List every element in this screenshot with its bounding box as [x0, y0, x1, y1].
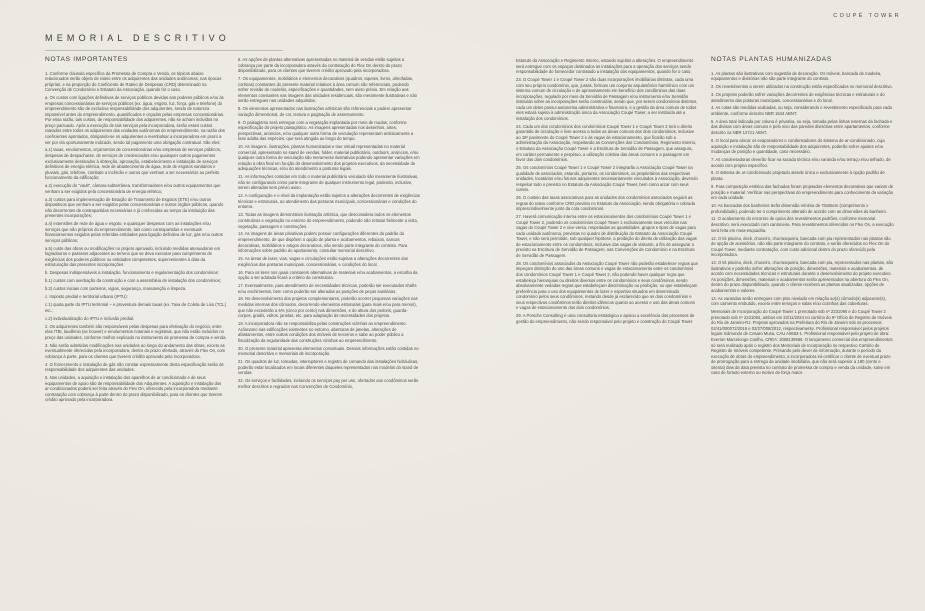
note-paragraph: 13. O kit piscina, deck, chuveiro, churrasqueira, bancada com pia, representados nas plantas, são ilustrativos e poderão sofrer alterações de posição, dimensões, materiais e acabamentos, de acordo com necessidades técnicas e estruturais durante o desenvolvimento do projeto executivo. As posições, dimensões, materiais e acabamentos serão apresentados na abertura do Flex On, dentro do prazo disponibilizado, quando o cliente receberá as plantas atualizadas, opções de acabamentos e valores. — [711, 260, 894, 293]
note-paragraph: 1. As plantas são ilustrativas com sugestão de decoração. Os móveis, bancada de madeira, equipamentos e divisórias não são parte integrante do contrato. — [711, 70, 882, 82]
note-paragraph: 8. Os elementos apresentados nas ilustrações artísticas são referenciais e podem apresentar variação dimensional, de cor, textura e paginação de assentamento. — [238, 106, 412, 117]
note-paragraph: 5. A área total indicada por coluna é privativa, ou seja, tomada pelas linhas externas da fachada e das divisas com áreas comuns e pelo eixo das paredes divisórias entre apartamentos, conforme descrito na NBR 12721 ABNT. — [711, 118, 893, 136]
note-paragraph: 8. O sistema de ar-condicionado projetado atende única e exclusivamente à opção padrão de planta. — [711, 170, 885, 182]
column-2-text — [238, 57, 420, 389]
note-paragraph: 14. As imagens de áreas privativas podem possuir configurações diferentes do padrão do empreendimento, de que dispõem o opção de planta e acabamentos, rebaixos, sancas decorativas, mobiliários e artigos decorativos, não sendo parte integrante do contrato. Para informações sobre padrão do apartamento, consultar memorial descritivo. — [238, 231, 408, 254]
note-paragraph: 7. Os equipamentos, mobiliários e elementos decorativos (quadros, tapetes, livros, almofadas, cortinas) constantes do presente material relativos à área comum são referenciais, podendo sofrer revisão de modelos, especificações e quantidades, sem aviso prévio. Em relação aos elementos constantes nas imagens das unidades residenciais, são meramente ilustrativas e não serão entregues nas unidades adquiridas. — [238, 76, 417, 104]
note-paragraph: 12. O kit piscina, deck, chuveiro, churrasqueira, bancada com pia representados nas plantas são de opção de acessórios, não são parte integrante do contrato, e serão oferecidos no Flex On do Coupé Tower, mediante contratação, com custo adicional dentro do prazo oferecido pela incorporadora. — [711, 235, 891, 258]
note-paragraph: c.1) quota parte do IPTU territorial – e proventura demais taxas (ex. Taxa de Coleta de Lixo (TCL) etc.; — [45, 302, 227, 313]
note-paragraph: 21. Os quadros de luz, tomadas, interruptores e registro de comando das instalações hidráulicas, poderão estar localizados em locais diferentes daqueles representados nos modelos do stand de vendas. — [238, 359, 419, 376]
note-paragraph: 6. As opções de plantas alternativas apresentadas no material de vendas estão sujeitas a cobrança por parte da incorporadora através da contratação do Flex On dentro do prazo disponibilizado, para os clientes que tiverem crédito aprovado pela incorporadora. — [238, 57, 405, 74]
note-paragraph: 5. Nas unidades, a aquisição e instalação dos aparelhos de ar condicionado e de seus equipamentos de apoio são de responsabilidade dos Adquirentes. A aquisição e instalação dos ar-condicionados poderá ser feita através do Flex On, oferecido pela incorporadora mediante contratação com cobrança à parte dentro do prazo disponibilizado, para os clientes que tiverem crédito aprovado pela incorporadora. — [45, 375, 223, 403]
note-paragraph: b.2) custos iniciais com porteiros, vigias, segurança, manutenção e limpeza. — [45, 286, 187, 292]
note-paragraph: c. Imposto predial e territorial urbano (IPTU): — [45, 294, 128, 300]
page-title: MEMORIAL DESCRITIVO — [45, 33, 230, 43]
note-paragraph: 6. O local para alocar os evaporadores e condensadores do sistema de ar-condicionado, cuja aquisição e instalação são de responsabilidade dos adquirentes, poderão sofrer ajustes e/ou mudanças de posição e quantidade, caso necessário. — [711, 137, 885, 155]
note-paragraph: 10. As imagens, ilustrações, plantas humanizadas e tour virtual representadas no material comercial, apresentado no stand de vendas, folder, material publicitário, outdoors, anúncios, e/ou qualquer outra forma de veiculação são meramente ilustrativas podendo apresentar variações em relação à obra final em função do desenvolvimento dos projetos executivos, da necessidade de adequações técnicas, e/ou do atendimento a posturas legais. — [238, 144, 420, 172]
note-paragraph: 9. Para composição estética das fachadas foram projetados elementos decorativos que variam de posição e material. Verificar nas perspectivas do empreendimento para conhecimento da variação em cada unidade. — [711, 183, 894, 201]
note-paragraph: 22. Os serviços e facilidades, incluindo os serviços pay per use, ofertados aos condôminos serão melhor descritos e regrados nas Convenções de Condomínio, — [238, 378, 419, 389]
column-2 — [238, 57, 420, 392]
note-paragraph: 27. Haverá comunicação interna entre os estacionamentos dos condomínios Coupé Tower 1 e Coupé Tower 2, podendo os condomínios Coupé Tower 1 exclusivamente seus veículos nas vagas do Coupé Tower 2 e vice-versa, respeitadas as quantidades, grupos e tipos de vagas para cada unidade autônoma, previstas no quadro de distribuição do Estatuto da Associação Coupé Tower, e não será permitido, sob qualquer hipótese, a proibição do direito de utilização das vagas de estacionamento entre os condomínios, inclusive das vagas de visitante, a fim de assegurar o previsto na Escritura de Servidão de Passagem, nas Convenções de Condomínio e na Escritura de Servidão de Passagem. — [516, 214, 697, 258]
section-heading-notas-plantas-humanizadas: NOTAS PLANTAS HUMANIZADAS — [711, 56, 832, 63]
note-paragraph: 10. As bancadas dos banheiros terão dimensão mínima de 70x55cm (comprimento x profundidade), podendo ter o comprimento alterado de acordo com as dimensões do banheiro. — [711, 203, 887, 214]
note-paragraph: 4. As cotas são medidas acabadas, ou seja, considerando o revestimento especificado para cada ambiente, conforme descrito NBR 1544 ABNT. — [711, 105, 892, 116]
note-paragraph: 9. O paisagismo será entregue com a vegetação implantada por meio de mudas, conforme especificação do projeto paisagístico. As imagens apresentadas nos desenhos, artes, perspectivas, anúncios, e/ou qualquer outra forma de veiculação representam artisticamente a fase adulta das espécies, que será atingida ao longo do tempo. — [238, 119, 414, 142]
note-paragraph: 18. No desenvolvimento dos projetos complementares, poderão ocorrer pequenas variações nas medidas internas dos cômodos, decorrendo elementos estruturais (para mais e/ou para menos), que não excederão a 5% (cinco por cento) nas dimensões, e de altura dos peitoris, guarda-corpos, gradis, vidros, janelas, etc. para adaptação às necessidades dos projetos. — [238, 296, 418, 319]
note-paragraph: 3. Não serão admitidas modificações nas unidades ao longo do andamento das obras, exceto as eventualmente oferecidas pela incorporadora, dentro do prazo ofertado, através do Flex On, com cobrança à parte, para os clientes que tiverem crédito aprovado pela incorporadora. — [45, 342, 226, 359]
note-paragraph: 4. O fornecimento e instalação de gás não constar expressamente desta especificação serão de responsabilidade dos adquirentes das unidades. — [45, 361, 224, 373]
note-paragraph: 14. As varandas serão entregues com piso nivelado em relação ao(s) cômodo(s) adjacente(s), com caimento embutido, exceto entre terraços e salas e/ou cozinhas das coberturas. — [711, 295, 887, 307]
column-4 — [711, 57, 895, 378]
note-paragraph: 17. Eventualmente, para atendimento de necessidades técnicas, poderão ser executados shafts e/ou enchimentos, bem como poderão ser alteradas as posições de peças sanitárias. — [238, 282, 417, 294]
note-paragraph: a. Os custos com ligações definitivas de serviços públicos devidas aos poderes públicos e/ou às empresas concessionárias de serviços públicos (ex. água, esgoto, luz, força, gás e telefone) do empreendimento são de exclusiva responsabilidade dos adquirentes, sendo de natureza impossível antes do empreendimento, quantificados e orçados pelas empresas concessionárias. Por essa razão, tais custos, de responsabilidade dos adquirentes, não se acham incluídos no preço pactuado. Após a execução de tais serviços pela incorporadora, serão esses custos rateados entre todos os adquirentes das unidades autônomas do empreendimento, na razão dos coeficientes apontados, obrigando-se os adquirentes a reembolsar a incorporadora em prazo a ser por ela oportunamente indicado, sendo tal pagamento uma obrigação contratual. São eles: — [45, 95, 225, 145]
note-paragraph: Memoriais de Incorporação do Coupé Tower 1 prenotado sob nº 2231090 e do Coupé Tower 2 prenotado sob nº 2231094, ambos em 22/11/2024 no cartório do 9º Ofício de Registro de Imóveis do Rio de Janeiro-RJ. Projetos aprovados na Prefeitura do Rio de Janeiro sob os processos 02/41/000072/2016 e 02/27/008/2012, respectivamente. Profissional responsável pelos projetos legais: Edmundo de Cesaro Musa, CAU A0683-1. Profissional responsável pelo projeto de obra: Everton Marcelongo Coelho, CREA: 2008139566. O lançamento comercial dos empreendimentos só será realizado após o registro dos Memoriais de Incorporação no respectivo Cartório de Registro de Imóveis competente. Primando pelo dever de informação, durante o período da execução de obras do empreendimento, a incorporadora irá certificar o cliente de eventual prazo de prorrogação para a entrega da unidade imobiliária, que não será superior a 180 (cento e oitenta) dias da data prevista no contrato de promessa de compra e venda da unidade, salvo em caso de fortuito externo ou motivo de força maior. — [711, 309, 893, 376]
note-paragraph: 3. Os projetos poderão sofrer variações decorrentes de exigências técnicas e estruturais e do atendimento das posturas municipais, concessionárias e do local. — [711, 91, 885, 103]
note-paragraph: a.5) custo das obras ou modificações no projeto aprovado, incluindo medidas atenuadoras em logradouros e passeios adjacentes ao terreno que se deva executar para cumprimento de exigências dos poderes públicos ou entidades competentes, supervenientes à data da estruturação das presentes incorporações. — [45, 245, 221, 268]
note-paragraph: 2. Os adquirentes também são responsáveis pelas despesas para efetivação do negócio, entre elas ITBI, laudêmio (se houver) e emolumentos notariais e registrais, que não estão incluídos no preço das unidades, conforme melhor explicado no instrumento de promessa de compra e venda. — [45, 323, 227, 340]
note-paragraph: c.2) individualização do IPTU e inclusão predial. — [45, 315, 135, 321]
note-paragraph: a.3) custos para implementação de Estação de Tratamento de Esgotos (ETE) e/ou outros dispositivos que venham a ser exigidos pelas concessionárias e outros órgãos públicos, quando não decorrentes de contrapartidas necessárias e já conhecidas ao tempo da instituição das presentes incorporações; — [45, 196, 224, 219]
column-4-text — [711, 71, 895, 376]
note-paragraph: 12. A configuração e o nível da implantação estão sujeitos a alterações decorrentes de exigências técnicas e estruturais, ao atendimento das posturas municipais, concessionárias e condições do entorno. — [238, 193, 420, 210]
note-paragraph: 7. As condensadoras deverão ficar na sacada técnica e/ou varanda e/ou terraço e/ou telhado, de acordo com projeto específico. — [711, 157, 891, 168]
note-paragraph: 11. O acabamento do encontro de quina dos revestimentos padrões, conforme memorial descritivo, será executado com cantoneira. Para revestimentos oferecidos no Flex On, a execução será feita em meia-esquadria. — [711, 216, 894, 233]
column-1 — [45, 57, 227, 405]
note-paragraph: 13. Todas as imagens demonstram ilustração artística, que desconsidera todos os elementos construtivos e vegetação no entorno do empreendimento, podendo não retratar fielmente a vista, vegetação, passagem e construções. — [238, 212, 418, 229]
note-paragraph: 29. A Porsche Consulting é uma consultoria estratégica e apoiou a excelência dos processos de gestão do empreendimento, não sendo responsável pelo projeto e construção do Coupé Tower. — [516, 313, 695, 324]
note-paragraph: 20. O presente material apresenta elementos conceituais. Demais informações estão contidas no memorial descritivo e memoriais de incorporação. — [238, 345, 419, 357]
note-paragraph: 28. Os condomínios associados da Associação Coupé Tower não poderão estabelecer regras que impeçam distinção do uso das áreas comuns e vagas de estacionamento entre os condomínios dos condomínios Coupé Tower 1 e Coupé Tower 2, não podendo haver qualquer regra que estabeleça hierarquias ou direitos diversos entre os condomínios e seus condôminos, sendo absolutamente vedadas regras que estabeleçam discriminação ou proibição, ou que estabeleçam preferência para o uso dos equipamentos de lazer e esportivo situados em determinado condomínio pelos seus condôminos, restando desde já esclarecido que os dois condomínios e seus respectivos condôminos terão direitos idênticos quanto ao acesso e uso das áreas comuns e vagas de estacionamento dos dois condomínios. — [516, 260, 698, 311]
note-paragraph: 15. As áreas de lazer, vias, vagas e circulações estão sujeitas a alterações decorrentes das exigências das posturas municipais, concessionárias, e condições do local. — [238, 256, 408, 267]
note-paragraph: a.4) extensões de rede de água e esgoto, e quaisquer despesas com as instalações e/ou serviços que não próprios do empreendimento, tais como contrapartidas e eventuais financiamentos exigidos pelas referidas entidades para ligação definitiva de luz, gás e/ou outros serviços públicos; — [45, 221, 223, 243]
note-paragraph: 16. Para os itens nos quais constarem alternativas de materiais e/ou acabamentos, a escolha da opção a ser adotada ficará a critério da construtora. — [238, 269, 418, 281]
note-paragraph: b.1) custos com averbação da construção e com a assembleia de instalação dos condomínios; — [45, 278, 221, 284]
note-paragraph: 25. Os condomínios Coupé Tower 1 e Coupé Tower 2 integrarão a Associação Coupé Tower na qualidade de associados, estando, portanto, os condomínios, os proprietários das respectivas unidades, locatários e/ou futuros adquirentes necessariamente vinculados à Associação, devendo respeitar todo o previsto no Estatuto da Associação Coupé Tower, bem como arcar com seus custos. — [516, 165, 698, 193]
title-divider — [45, 50, 283, 51]
note-paragraph: a.2) execução do "vault", câmara subterrânea, transformadores e/ou outros equipamentos que venham a ser exigidos pela concessionária de energia elétrica; — [45, 183, 221, 194]
note-paragraph: 24. Cada um dos condomínios dos condomínios Coupé Tower 1 e Coupé Tower 2 terá o direito garantido de circulação e livre acesso a todas as áreas comuns dos dois condomínios, inclusive ao 18º pavimento do Coupé Tower 2 e às vagas de estacionamento, que ficarão sob a administração da Associação, respeitando as Convenções dos Condomínios, Regimento Interno, o Estatuto da Associação Coupé Tower e a Escritura de Servidão de Passagem, que assegura, em caráter permanente e perpétuo, a utilização coletiva das áreas comuns e a passagem em favor dos dois condomínios. — [516, 123, 697, 163]
section-heading-notas-importantes: NOTAS IMPORTANTES — [45, 56, 128, 63]
note-paragraph: 19. A incorporadora não se responsabiliza pelas construções vizinhas ao empreendimento. Aclionamo nas edificações existentes no entorno, aberturas de janelas, alterações de afastamentos, entre outras condições dos imóveis de terceiros e sabe ao poder público a fiscalização da regularidade das construções vizinhas ao empreendimento. — [238, 321, 407, 343]
note-paragraph: a.1) taxas, emolumentos, orçamentos de concessionárias e/ou empresas de serviços públicos, despesas de despachante, de serviços de credenciados e/ou quaisquer outros pagamentos exclusivamente destinados à obtenção, aprovação, estabelecimento e instalação de serviços definitivos de energia elétrica, rede de abastecimento de água, rede de esgotos sanitários e pluviais, gás, telefone, combate a incêndio e outros que venham a ser necessários ao perfeito funcionamento da edificação; — [45, 147, 221, 181]
column-3-text — [516, 58, 698, 324]
note-paragraph: b. Despesas indispensáveis à instalação, funcionamento e regulamentação dos condomínios: — [45, 270, 219, 276]
brand-logo: COUPÉ TOWER — [833, 13, 901, 19]
note-paragraph: 23. O Coupé Tower 1 e Coupé Tower 2 são duas incorporações imobiliárias distintas, cada uma com seu próprio condomínio, que, juntas, formam um conjunto arquitetônico harmônico com um sistema comum de circulação e de aproveitamento em benefício dos condôminos das duas incorporações, regulado por meio da Servidão de Passagem e/ou instrumento e/ou Servidão instituída sobre as incorporações serão construídas, sendo que, por serem condomínios distintos, cada um deles possui autonomia administrativa e financeira, e a gestão da área comum de todos eles estará sujeita à administração única da Associação Coupé Tower, a ser instituída até a instalação dos condomínios. — [516, 77, 698, 121]
note-paragraph: 11. As informações contidas em todo o material publicitário veiculado são meramente ilustrativas, não se configurando como parte integrante de qualquer instrumento legal, podendo, inclusive, serem alteradas sem prévio aviso. — [238, 174, 419, 191]
note-paragraph: 26. O custeio das taxas associativas para as unidades dos condomínios associados seguirá as regras do rateio conforme CRD previsto no Estatuto da Associação, sendo obrigatória e cobrada imprescindivelmente junto da cota condominial. — [516, 195, 695, 212]
column-1-text — [45, 71, 227, 403]
column-3 — [516, 58, 698, 327]
note-paragraph: Estatuto da Associação e Regimento Interno, estando sujeitos a alterações. O empreendimento será entregue com os espaços destinados às instalações para a operação dos serviços sendo responsabilidade do fornecedor contratado a instalação dos equipamentos, quando for o caso. — [516, 58, 694, 75]
note-paragraph: 1. Conforme cláusula específica da Promessa de Compra e Venda, os tópicos abaixo relacionados serão objeto de rateio entre os adquirentes das unidades autônomas, nas épocas próprias, e na proporção do Coeficiente de Rateio de Despesas (CRD) determinado na Convenção de Condomínio e Estatuto da Associação, quando for o caso. — [45, 70, 222, 93]
note-paragraph: 2. Os revestimentos a serem utilizados na construção estão especificados no memorial descritivo. — [711, 84, 893, 90]
